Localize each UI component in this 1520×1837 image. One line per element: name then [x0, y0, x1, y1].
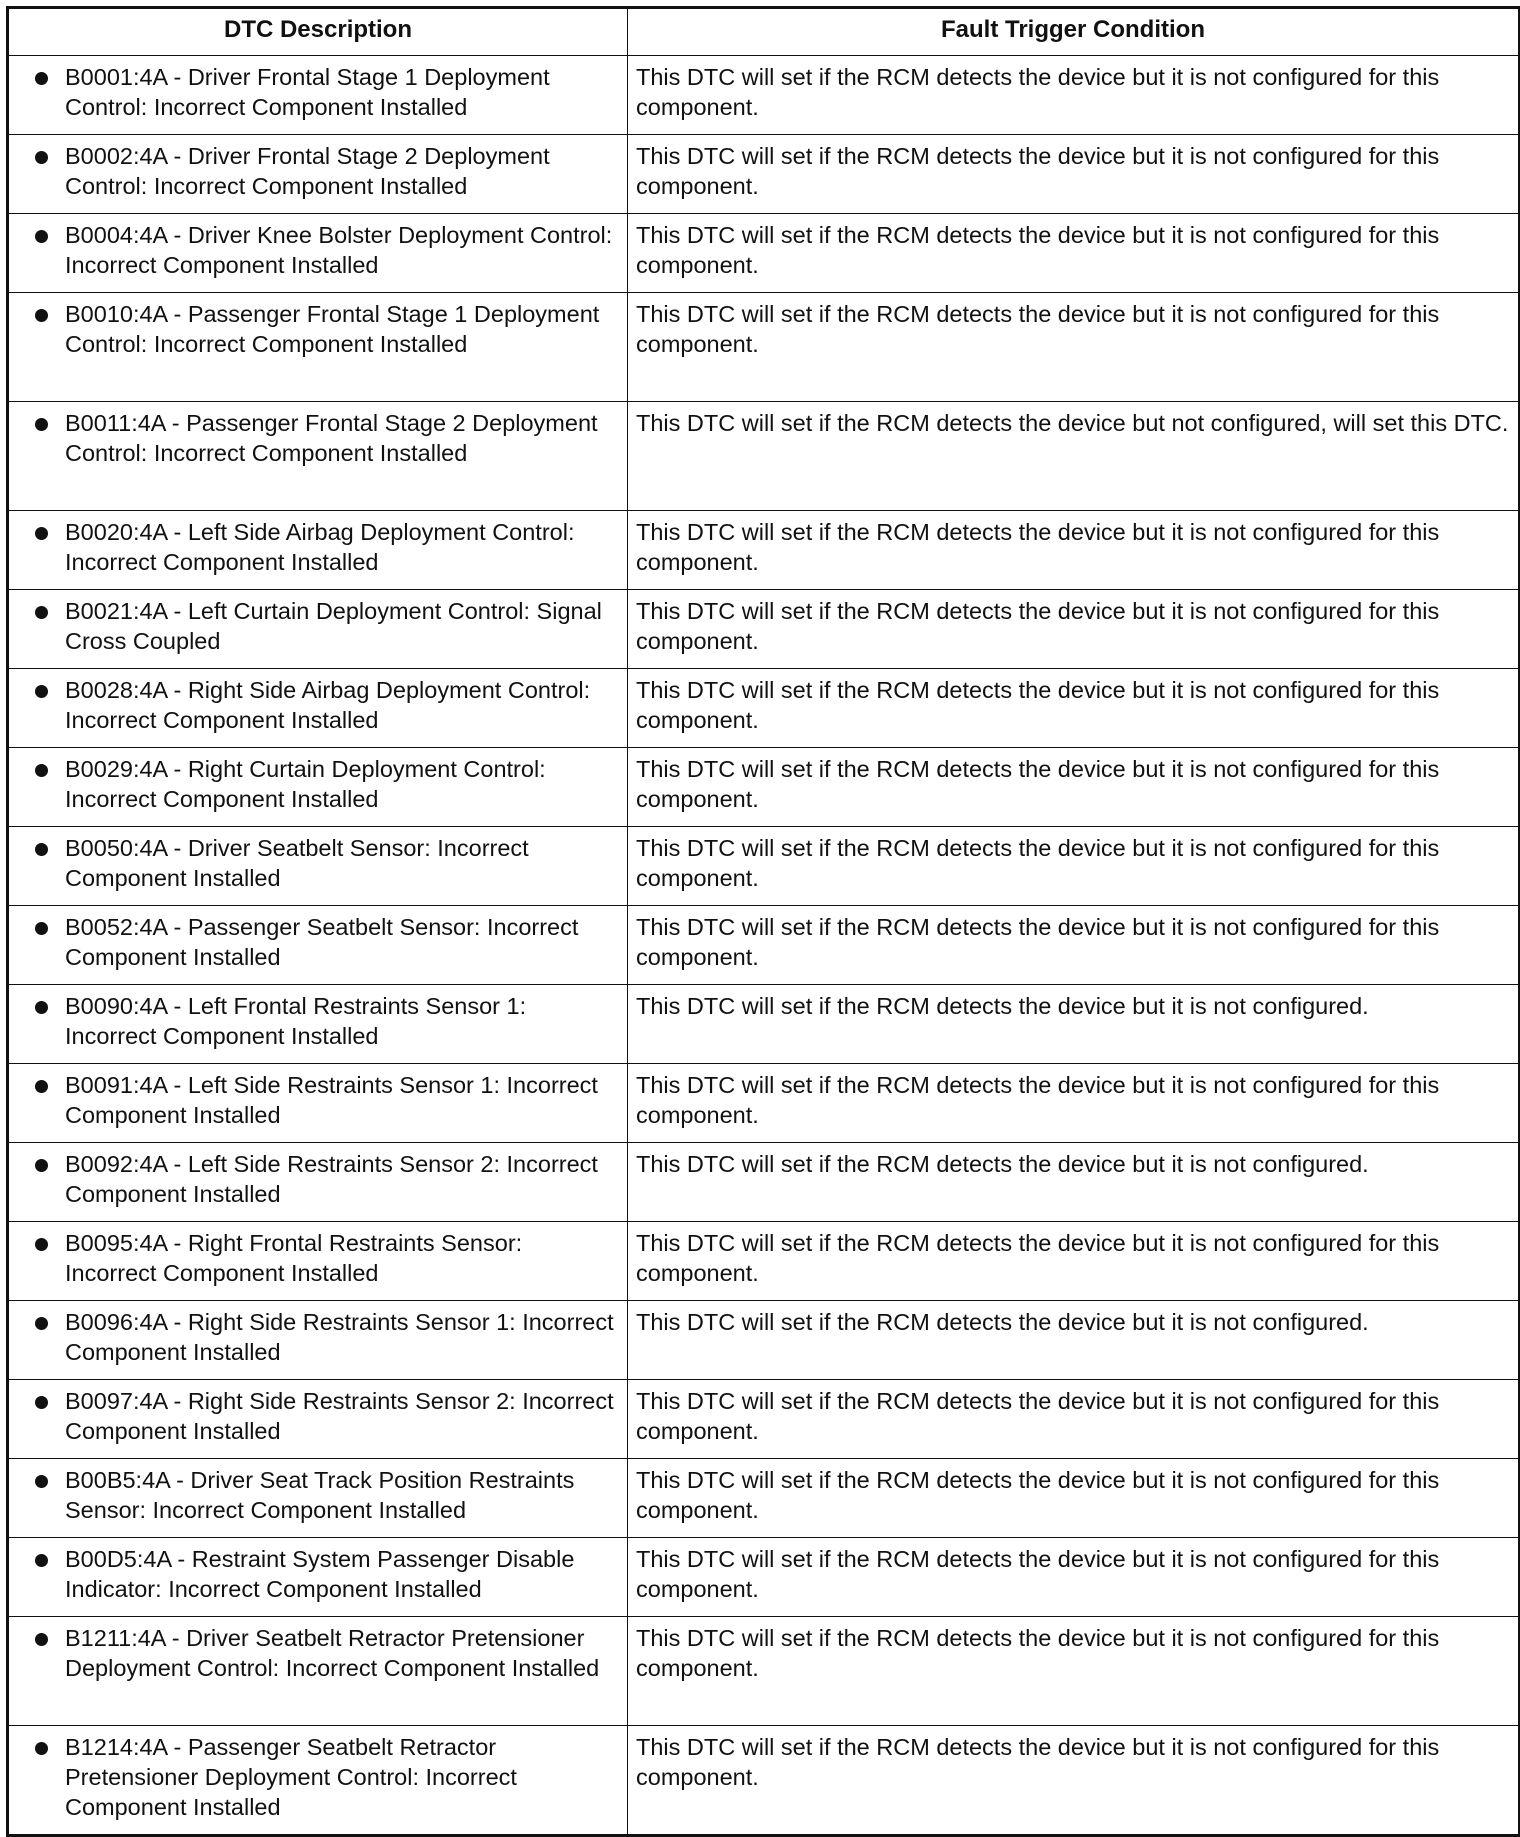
dtc-description: B0050:4A - Driver Seatbelt Sensor: Incorrect Component Installed [65, 835, 529, 891]
dtc-description-cell [8, 1726, 628, 1836]
dtc-description: B0004:4A - Driver Knee Bolster Deployment Control: Incorrect Component Installed [65, 222, 613, 278]
fault-condition-cell: This DTC will set if the RCM detects the device but it is not configured for this component. [628, 214, 1520, 293]
table-row [8, 1064, 1520, 1143]
bullet-icon [35, 1396, 48, 1409]
table-row [8, 135, 1520, 214]
dtc-description-cell [8, 1538, 628, 1617]
dtc-description-cell [8, 1380, 628, 1459]
table-row [8, 1143, 1520, 1222]
dtc-description-cell [8, 56, 628, 135]
bullet-icon [35, 1001, 48, 1014]
fault-condition-cell: This DTC will set if the RCM detects the device but it is not configured. [628, 985, 1520, 1064]
table-row [8, 214, 1520, 293]
dtc-description-cell [8, 669, 628, 748]
table-row [8, 293, 1520, 402]
bullet-icon [35, 1159, 48, 1172]
bullet-icon [35, 527, 48, 540]
dtc-description-cell [8, 1459, 628, 1538]
bullet-icon [35, 1742, 48, 1755]
dtc-description: B1214:4A - Passenger Seatbelt Retractor Pretensioner Deployment Control: Incorrect Component Installed [65, 1734, 517, 1820]
dtc-description: B1211:4A - Driver Seatbelt Retractor Pretensioner Deployment Control: Incorrect Component Installed [65, 1625, 600, 1681]
fault-condition-cell: This DTC will set if the RCM detects the device but it is not configured for this component. [628, 590, 1520, 669]
dtc-description-cell [8, 135, 628, 214]
table-row [8, 906, 1520, 985]
table-row [8, 1301, 1520, 1380]
table-row [8, 590, 1520, 669]
dtc-description-cell [8, 1222, 628, 1301]
table-row [8, 511, 1520, 590]
bullet-icon [35, 72, 48, 85]
fault-condition-cell: This DTC will set if the RCM detects the device but it is not configured for this component. [628, 827, 1520, 906]
dtc-description: B00D5:4A - Restraint System Passenger Disable Indicator: Incorrect Component Installed [65, 1546, 575, 1602]
dtc-description: B0052:4A - Passenger Seatbelt Sensor: Incorrect Component Installed [65, 914, 579, 970]
dtc-description-cell [8, 511, 628, 590]
fault-condition-cell: This DTC will set if the RCM detects the device but it is not configured for this component. [628, 1617, 1520, 1726]
dtc-description: B0002:4A - Driver Frontal Stage 2 Deployment Control: Incorrect Component Installed [65, 143, 550, 199]
bullet-icon [35, 1475, 48, 1488]
document-page [6, 6, 1518, 1837]
table-row [8, 402, 1520, 511]
fault-condition-cell: This DTC will set if the RCM detects the device but it is not configured for this component. [628, 1459, 1520, 1538]
bullet-icon [35, 418, 48, 431]
table-header-row [8, 8, 1520, 56]
bullet-icon [35, 922, 48, 935]
fault-condition-cell: This DTC will set if the RCM detects the device but it is not configured. [628, 1301, 1520, 1380]
dtc-description: B0028:4A - Right Side Airbag Deployment Control: Incorrect Component Installed [65, 677, 591, 733]
bullet-icon [35, 764, 48, 777]
fault-condition-cell: This DTC will set if the RCM detects the device but it is not configured for this component. [628, 748, 1520, 827]
dtc-description: B0092:4A - Left Side Restraints Sensor 2: Incorrect Component Installed [65, 1151, 598, 1207]
dtc-description-cell [8, 748, 628, 827]
table-row [8, 1222, 1520, 1301]
dtc-description: B0097:4A - Right Side Restraints Sensor 2: Incorrect Component Installed [65, 1388, 614, 1444]
dtc-description: B00B5:4A - Driver Seat Track Position Restraints Sensor: Incorrect Component Installed [65, 1467, 575, 1523]
dtc-description: B0095:4A - Right Frontal Restraints Sensor: Incorrect Component Installed [65, 1230, 523, 1286]
dtc-description: B0021:4A - Left Curtain Deployment Control: Signal Cross Coupled [65, 598, 602, 654]
dtc-description: B0090:4A - Left Frontal Restraints Sensor 1: Incorrect Component Installed [65, 993, 527, 1049]
bullet-icon [35, 151, 48, 164]
bullet-icon [35, 606, 48, 619]
fault-condition-cell: This DTC will set if the RCM detects the device but it is not configured for this component. [628, 906, 1520, 985]
dtc-description-cell [8, 590, 628, 669]
fault-condition-cell: This DTC will set if the RCM detects the device but it is not configured. [628, 1143, 1520, 1222]
table-row [8, 669, 1520, 748]
table-row [8, 748, 1520, 827]
fault-condition-cell: This DTC will set if the RCM detects the device but not configured, will set this DTC. [628, 402, 1520, 511]
bullet-icon [35, 1080, 48, 1093]
table-row [8, 985, 1520, 1064]
dtc-description: B0011:4A - Passenger Frontal Stage 2 Deployment Control: Incorrect Component Installed [65, 410, 598, 466]
table-row [8, 1380, 1520, 1459]
dtc-description-cell [8, 827, 628, 906]
column-header-condition: Fault Trigger Condition [628, 8, 1520, 56]
dtc-description-cell [8, 1301, 628, 1380]
table-row [8, 1726, 1520, 1836]
fault-condition-cell: This DTC will set if the RCM detects the device but it is not configured for this component. [628, 293, 1520, 402]
dtc-table [6, 6, 1520, 1837]
bullet-icon [35, 685, 48, 698]
dtc-description: B0010:4A - Passenger Frontal Stage 1 Deployment Control: Incorrect Component Installed [65, 301, 600, 357]
fault-condition-cell: This DTC will set if the RCM detects the device but it is not configured for this component. [628, 56, 1520, 135]
dtc-description: B0096:4A - Right Side Restraints Sensor 1: Incorrect Component Installed [65, 1309, 614, 1365]
fault-condition-cell: This DTC will set if the RCM detects the device but it is not configured for this component. [628, 511, 1520, 590]
dtc-description: B0001:4A - Driver Frontal Stage 1 Deployment Control: Incorrect Component Installed [65, 64, 550, 120]
column-header-description: DTC Description [8, 8, 628, 56]
bullet-icon [35, 843, 48, 856]
dtc-description-cell [8, 402, 628, 511]
bullet-icon [35, 230, 48, 243]
bullet-icon [35, 1633, 48, 1646]
table-row [8, 1459, 1520, 1538]
fault-condition-cell: This DTC will set if the RCM detects the device but it is not configured for this component. [628, 1380, 1520, 1459]
table-row [8, 56, 1520, 135]
fault-condition-cell: This DTC will set if the RCM detects the device but it is not configured for this component. [628, 669, 1520, 748]
dtc-description-cell [8, 1064, 628, 1143]
dtc-description-cell [8, 906, 628, 985]
fault-condition-cell: This DTC will set if the RCM detects the device but it is not configured for this component. [628, 1222, 1520, 1301]
dtc-description-cell [8, 1617, 628, 1726]
dtc-description: B0029:4A - Right Curtain Deployment Control: Incorrect Component Installed [65, 756, 546, 812]
dtc-description-cell [8, 1143, 628, 1222]
table-row [8, 827, 1520, 906]
fault-condition-cell: This DTC will set if the RCM detects the device but it is not configured for this component. [628, 1538, 1520, 1617]
dtc-description-cell [8, 214, 628, 293]
bullet-icon [35, 309, 48, 322]
bullet-icon [35, 1554, 48, 1567]
dtc-description: B0091:4A - Left Side Restraints Sensor 1: Incorrect Component Installed [65, 1072, 598, 1128]
bullet-icon [35, 1238, 48, 1251]
table-row [8, 1538, 1520, 1617]
fault-condition-cell: This DTC will set if the RCM detects the device but it is not configured for this component. [628, 135, 1520, 214]
fault-condition-cell: This DTC will set if the RCM detects the device but it is not configured for this component. [628, 1726, 1520, 1836]
bullet-icon [35, 1317, 48, 1330]
fault-condition-cell: This DTC will set if the RCM detects the device but it is not configured for this component. [628, 1064, 1520, 1143]
table-row [8, 1617, 1520, 1726]
dtc-description-cell [8, 985, 628, 1064]
dtc-description: B0020:4A - Left Side Airbag Deployment Control: Incorrect Component Installed [65, 519, 575, 575]
dtc-description-cell [8, 293, 628, 402]
